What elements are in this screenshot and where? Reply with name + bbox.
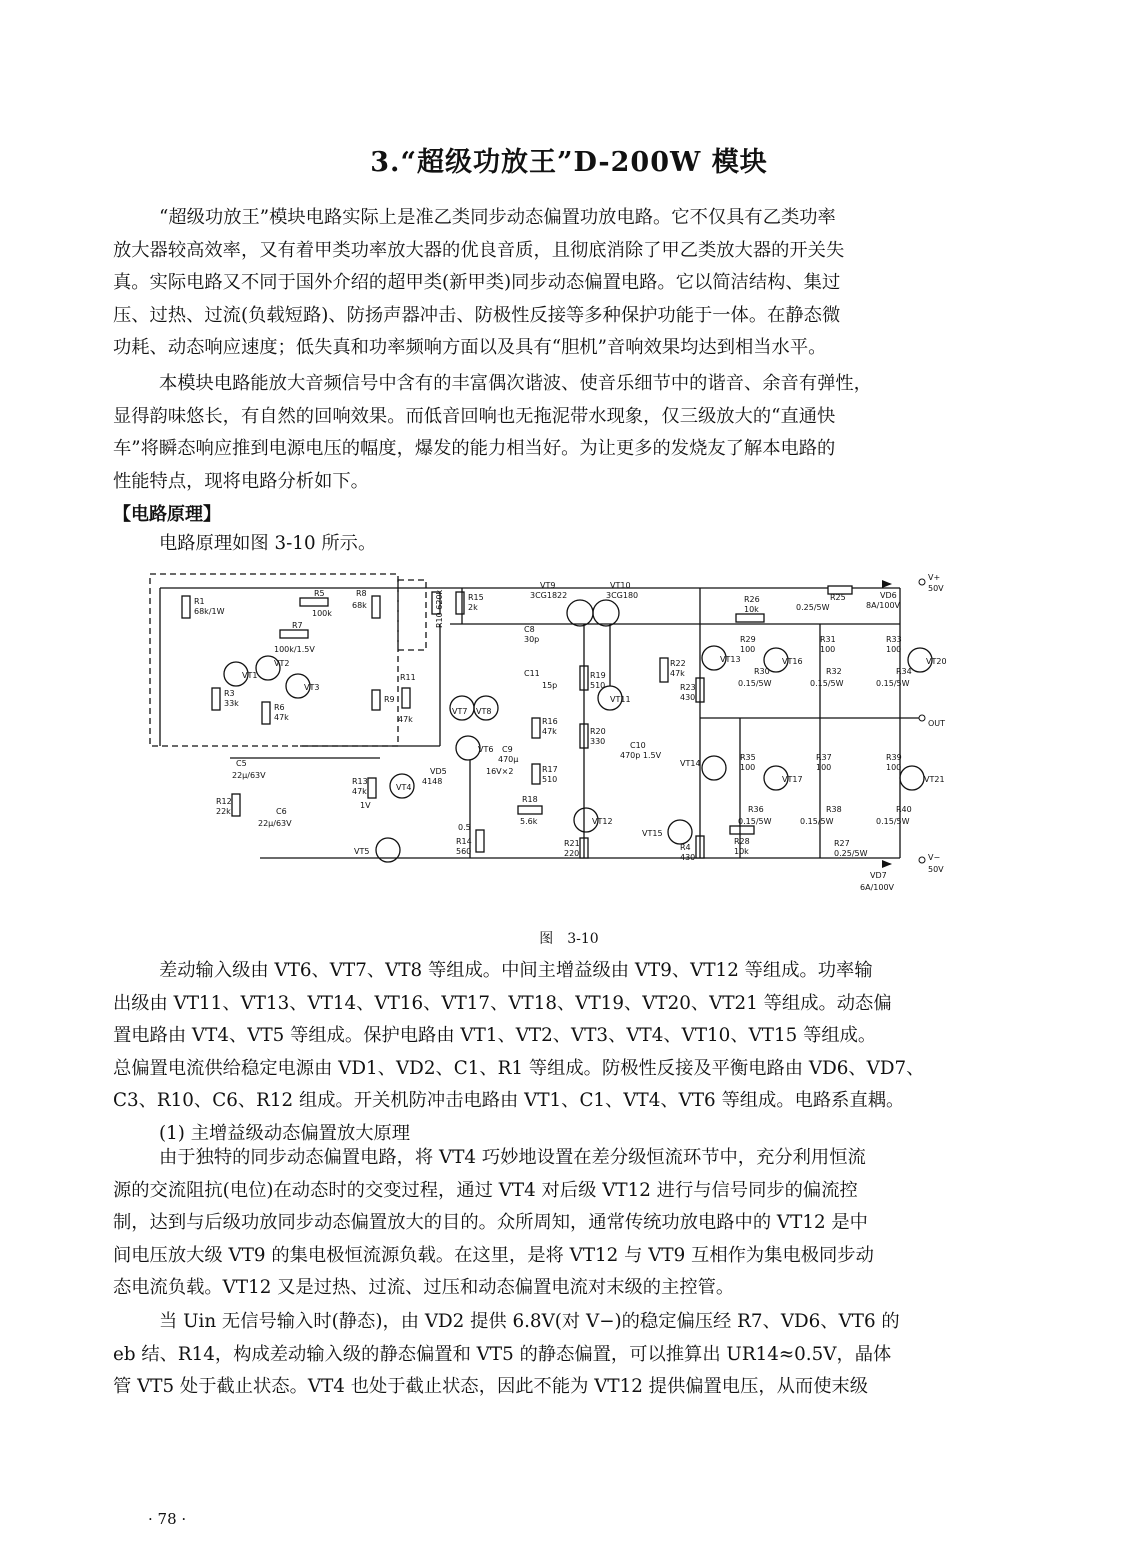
r5-resistor — [300, 598, 328, 606]
text-line: 真。实际电路又不同于国外介绍的超甲类(新甲类)同步动态偏置电路。它以简洁结构、集过 — [113, 272, 841, 293]
r6-resistor — [262, 702, 270, 724]
vt3-label: VT3 — [304, 683, 320, 692]
r32-value: 0.15/5W — [810, 679, 844, 688]
r38-label: R38 — [826, 805, 842, 814]
r6-label: R6 — [274, 703, 285, 712]
r16-value: 47k — [542, 727, 557, 736]
subheading: (1) 主增益级动态偏置放大原理 — [159, 1122, 411, 1144]
c9-value2: 16V×2 — [486, 767, 514, 776]
text-line: eb 结、R14，构成差动输入级的静态偏置和 VT5 的静态偏置，可以推算出 UR14≈0.5V，晶体 — [113, 1343, 892, 1365]
r13-value: 47k — [352, 787, 367, 796]
r40-value: 0.15/5W — [876, 817, 910, 826]
c8-value: 30p — [524, 635, 540, 644]
r22-value: 47k — [670, 669, 685, 678]
r11-resistor — [402, 688, 410, 708]
r14-label: R14 — [456, 837, 472, 846]
text-line: 总偏置电流供给稳定电源由 VD1、VD2、C1、R1 等组成。防极性反接及平衡电路由 VD6、VD7、 — [113, 1057, 925, 1079]
r7-resistor — [280, 630, 308, 638]
vt15-label: VT15 — [642, 829, 663, 838]
r34-value: 0.15/5W — [876, 679, 910, 688]
c6-value: 22μ/63V — [258, 819, 292, 828]
r12-resistor — [232, 794, 240, 816]
r15-value: 2k — [468, 603, 478, 612]
text-line: 压、过热、过流(负载短路)、防扬声器冲击、防极性反接等多种保护功能于一体。在静态微 — [113, 304, 841, 326]
r12-label: R12 — [216, 797, 232, 806]
r29-label: R29 — [740, 635, 756, 644]
r18-resistor — [518, 806, 542, 814]
text-line: 管 VT5 处于截止状态。VT4 也处于截止状态，因此不能为 VT12 提供偏置电压，从而使末级 — [113, 1376, 869, 1397]
analysis-paragraph-1 — [113, 955, 985, 1150]
vt12-label: VT12 — [592, 817, 613, 826]
r36-label: R36 — [748, 805, 764, 814]
r26-resistor — [736, 614, 764, 622]
vd5-label: VD5 — [430, 767, 447, 776]
r33-label: R33 — [886, 635, 902, 644]
r30-label: R30 — [754, 667, 770, 676]
r28-resistor — [730, 826, 754, 834]
analysis-paragraph-2 — [113, 1142, 985, 1305]
vt2-label: VT2 — [274, 659, 290, 668]
r5-label: R5 — [314, 589, 325, 598]
text-line: “超级功放王”模块电路实际上是准乙类同步动态偏置功放电路。它不仅具有乙类功率 — [159, 207, 836, 228]
vt8-label: VT8 — [476, 707, 492, 716]
vminus-voltage: 50V — [928, 865, 944, 874]
r8-label: R8 — [356, 589, 367, 598]
r18-value: 5.6k — [520, 817, 538, 826]
r27-label: R27 — [834, 839, 850, 848]
vt6-transistor-icon — [456, 736, 480, 760]
vplus-voltage: 50V — [928, 584, 944, 593]
c9-value: 470μ — [498, 755, 519, 764]
c10-value: 470p 1.5V — [620, 751, 662, 760]
vt5-label: VT5 — [354, 847, 370, 856]
r14-value: 560 — [456, 847, 472, 856]
c6-label: C6 — [276, 807, 287, 816]
text-line: 态电流负载。VT12 又是过热、过流、过压和动态偏置电流对末级的主控管。 — [113, 1277, 735, 1298]
vt10-part: 3CG180 — [606, 591, 639, 600]
r25-value: 0.25/5W — [796, 603, 830, 612]
r28-value: 10k — [734, 847, 749, 856]
vd7-rating: 6A/100V — [860, 883, 894, 892]
text-line: 差动输入级由 VT6、VT7、VT8 等组成。中间主增益级由 VT9、VT12 等组成。功率输 — [159, 960, 873, 981]
r17-resistor — [532, 764, 540, 784]
r3-resistor — [212, 688, 220, 710]
circuit-schematic — [140, 568, 960, 898]
r6-value: 47k — [274, 713, 289, 722]
vt10-transistor-icon — [593, 600, 619, 626]
r26-value: 10k — [744, 605, 759, 614]
vt9-transistor-icon — [567, 600, 593, 626]
vt1-label: VT1 — [242, 671, 258, 680]
r34-label: R34 — [896, 667, 912, 676]
r27-value: 0.25/5W — [834, 849, 868, 858]
text-line: 间电压放大级 VT9 的集电极恒流源负载。在这里，是将 VT12 与 VT9 互相作为集电极同步动 — [113, 1244, 874, 1266]
r3-label: R3 — [224, 689, 235, 698]
vt10-label: VT10 — [610, 581, 631, 590]
vt15-transistor-icon — [668, 820, 692, 844]
text-line: 源的交流阻抗(电位)在动态时的交变过程，通过 VT4 对后级 VT12 进行与信号同步的偏流控 — [113, 1179, 858, 1201]
v1-label: 1V — [360, 801, 371, 810]
r4-value: 430 — [680, 853, 696, 862]
r17-value: 510 — [542, 775, 558, 784]
c5-label: C5 — [236, 759, 247, 768]
text-line: 放大器较高效率，又有着甲类功率放大器的优良音质，且彻底消除了甲乙类放大器的开关失 — [113, 239, 845, 261]
vd6-label: VD6 — [880, 591, 897, 600]
r37-value: 100 — [816, 763, 832, 772]
r39-label: R39 — [886, 753, 902, 762]
figure-caption: 图 3-10 — [539, 931, 599, 947]
section-heading: 【电路原理】 — [113, 504, 221, 525]
vt21-label: VT21 — [924, 775, 945, 784]
r22-label: R22 — [670, 659, 686, 668]
r11-value: 47k — [398, 715, 413, 724]
r33-value: 100 — [886, 645, 902, 654]
r29-value: 100 — [740, 645, 756, 654]
text-line: 出级由 VT11、VT13、VT14、VT16、VT17、VT18、VT19、VT20、VT21 等组成。动态偏 — [113, 992, 892, 1014]
r7-label: R7 — [292, 621, 303, 630]
vd7-diode-icon — [882, 860, 892, 868]
r1-label: R1 — [194, 597, 205, 606]
page-number: · 78 · — [148, 1510, 187, 1528]
intro-paragraph-2 — [113, 368, 985, 498]
vd5-part: 4148 — [422, 777, 443, 786]
text-line: 功耗、动态响应速度；低失真和功率频响方面以及具有“胆机”音响效果均达到相当水平。 — [113, 337, 827, 358]
vplus-label: V+ — [928, 573, 941, 582]
r20-label: R20 — [590, 727, 606, 736]
r8-resistor — [372, 596, 380, 618]
vt16-label: VT16 — [782, 657, 803, 666]
text-line: 本模块电路能放大音频信号中含有的丰富偶次谐波、使音乐细节中的谐音、余音有弹性， — [159, 373, 872, 394]
r3-value: 33k — [224, 699, 239, 708]
r25-label: R25 — [830, 593, 846, 602]
text-line: C3、R10、C6、R12 组成。开关机防冲击电路由 VT1、C1、VT4、VT6 等组成。电路系直耦。 — [113, 1090, 905, 1111]
dashed-sub-box — [398, 580, 426, 650]
r26-label: R26 — [744, 595, 760, 604]
vt9-part: 3CG1822 — [530, 591, 568, 600]
r16-resistor — [532, 718, 540, 738]
figure-intro — [113, 528, 985, 561]
vt21-transistor-icon — [900, 766, 924, 790]
r31-label: R31 — [820, 635, 836, 644]
vd6-rating: 8A/100V — [866, 601, 900, 610]
r15-resistor — [456, 592, 464, 614]
r14-voltage: 0.5 — [458, 823, 471, 832]
r38-value: 0.15/5W — [800, 817, 834, 826]
out-terminal-icon — [919, 715, 925, 721]
c11-value: 15p — [542, 681, 558, 690]
r23-value: 430 — [680, 693, 696, 702]
vt11-label: VT11 — [610, 695, 631, 704]
r16-label: R16 — [542, 717, 558, 726]
r11-label: R11 — [400, 673, 416, 682]
vt14-transistor-icon — [702, 756, 726, 780]
r17-label: R17 — [542, 765, 558, 774]
r13-resistor — [368, 778, 376, 798]
r5-value: 100k — [312, 609, 332, 618]
r40-label: R40 — [896, 805, 912, 814]
c8-label: C8 — [524, 625, 535, 634]
r4-label: R4 — [680, 843, 691, 852]
r32-label: R32 — [826, 667, 842, 676]
vt4-label: VT4 — [396, 783, 412, 792]
vt20-label: VT20 — [926, 657, 947, 666]
text-line: 制，达到与后级功放同步动态偏置放大的目的。众所周知，通常传统功放电路中的 VT12 是中 — [113, 1212, 868, 1233]
vt6-label: VT6 — [478, 745, 494, 754]
r23-label: R23 — [680, 683, 696, 692]
r9-resistor — [372, 690, 380, 710]
vt7-label: VT7 — [452, 707, 468, 716]
c5-value: 22μ/63V — [232, 771, 266, 780]
vt9-label: VT9 — [540, 581, 556, 590]
r13-label: R13 — [352, 777, 368, 786]
r7-value: 100k/1.5V — [274, 645, 315, 654]
r19-value: 510 — [590, 681, 606, 690]
vd6-diode-icon — [882, 580, 892, 588]
vt14-label: VT14 — [680, 759, 701, 768]
c10-label: C10 — [630, 741, 646, 750]
analysis-paragraph-3 — [113, 1306, 985, 1404]
r28-label: R28 — [734, 837, 750, 846]
r35-label: R35 — [740, 753, 756, 762]
intro-paragraph-1 — [113, 202, 985, 365]
c9-label: C9 — [502, 745, 513, 754]
text-line: 置电路由 VT4、VT5 等组成。保护电路由 VT1、VT2、VT3、VT4、VT10、VT15 等组成。 — [113, 1025, 877, 1046]
r31-value: 100 — [820, 645, 836, 654]
vt17-label: VT17 — [782, 775, 803, 784]
r19-label: R19 — [590, 671, 606, 680]
r15-label: R15 — [468, 593, 484, 602]
vminus-terminal-icon — [919, 857, 925, 863]
text-line: 车”将瞬态响应推到电源电压的幅度，爆发的能力相当好。为让更多的发烧友了解本电路的 — [113, 438, 836, 459]
text-line: 性能特点，现将电路分析如下。 — [113, 470, 369, 492]
r9-label: R9 — [384, 695, 395, 704]
text-line: 当 Uin 无信号输入时(静态)，由 VD2 提供 6.8V(对 V−)的稳定偏压经 R7、VD6、VT6 的 — [159, 1311, 900, 1332]
r1-resistor — [182, 596, 190, 618]
r1-value: 68k/1W — [194, 607, 225, 616]
r35-value: 100 — [740, 763, 756, 772]
r30-value: 0.15/5W — [738, 679, 772, 688]
r36-value: 0.15/5W — [738, 817, 772, 826]
r37-label: R37 — [816, 753, 832, 762]
r39-value: 100 — [886, 763, 902, 772]
vt13-label: VT13 — [720, 655, 741, 664]
r18-label: R18 — [522, 795, 538, 804]
vplus-terminal-icon — [919, 579, 925, 585]
r10-label: R10 620k — [435, 589, 444, 628]
text-line: 显得韵味悠长，有自然的回响效果。而低音回响也无拖泥带水现象，仅三级放大的“直通快 — [113, 405, 836, 427]
c11-label: C11 — [524, 669, 540, 678]
text-line: 由于独特的同步动态偏置电路，将 VT4 巧妙地设置在差分级恒流环节中，充分利用恒流 — [159, 1147, 866, 1168]
page-title: 3.“超级功放王”D-200W 模块 — [370, 147, 768, 178]
r14-resistor — [476, 830, 484, 852]
text-line: 电路原理如图 3-10 所示。 — [159, 533, 377, 554]
vd7-label: VD7 — [870, 871, 887, 880]
r22-resistor — [660, 658, 668, 682]
r12-value: 22k — [216, 807, 231, 816]
out-label: OUT — [928, 719, 946, 728]
r20-value: 330 — [590, 737, 606, 746]
r21-value: 220 — [564, 849, 580, 858]
vminus-label: V− — [928, 853, 941, 862]
r8-value: 68k — [352, 601, 367, 610]
r21-label: R21 — [564, 839, 580, 848]
